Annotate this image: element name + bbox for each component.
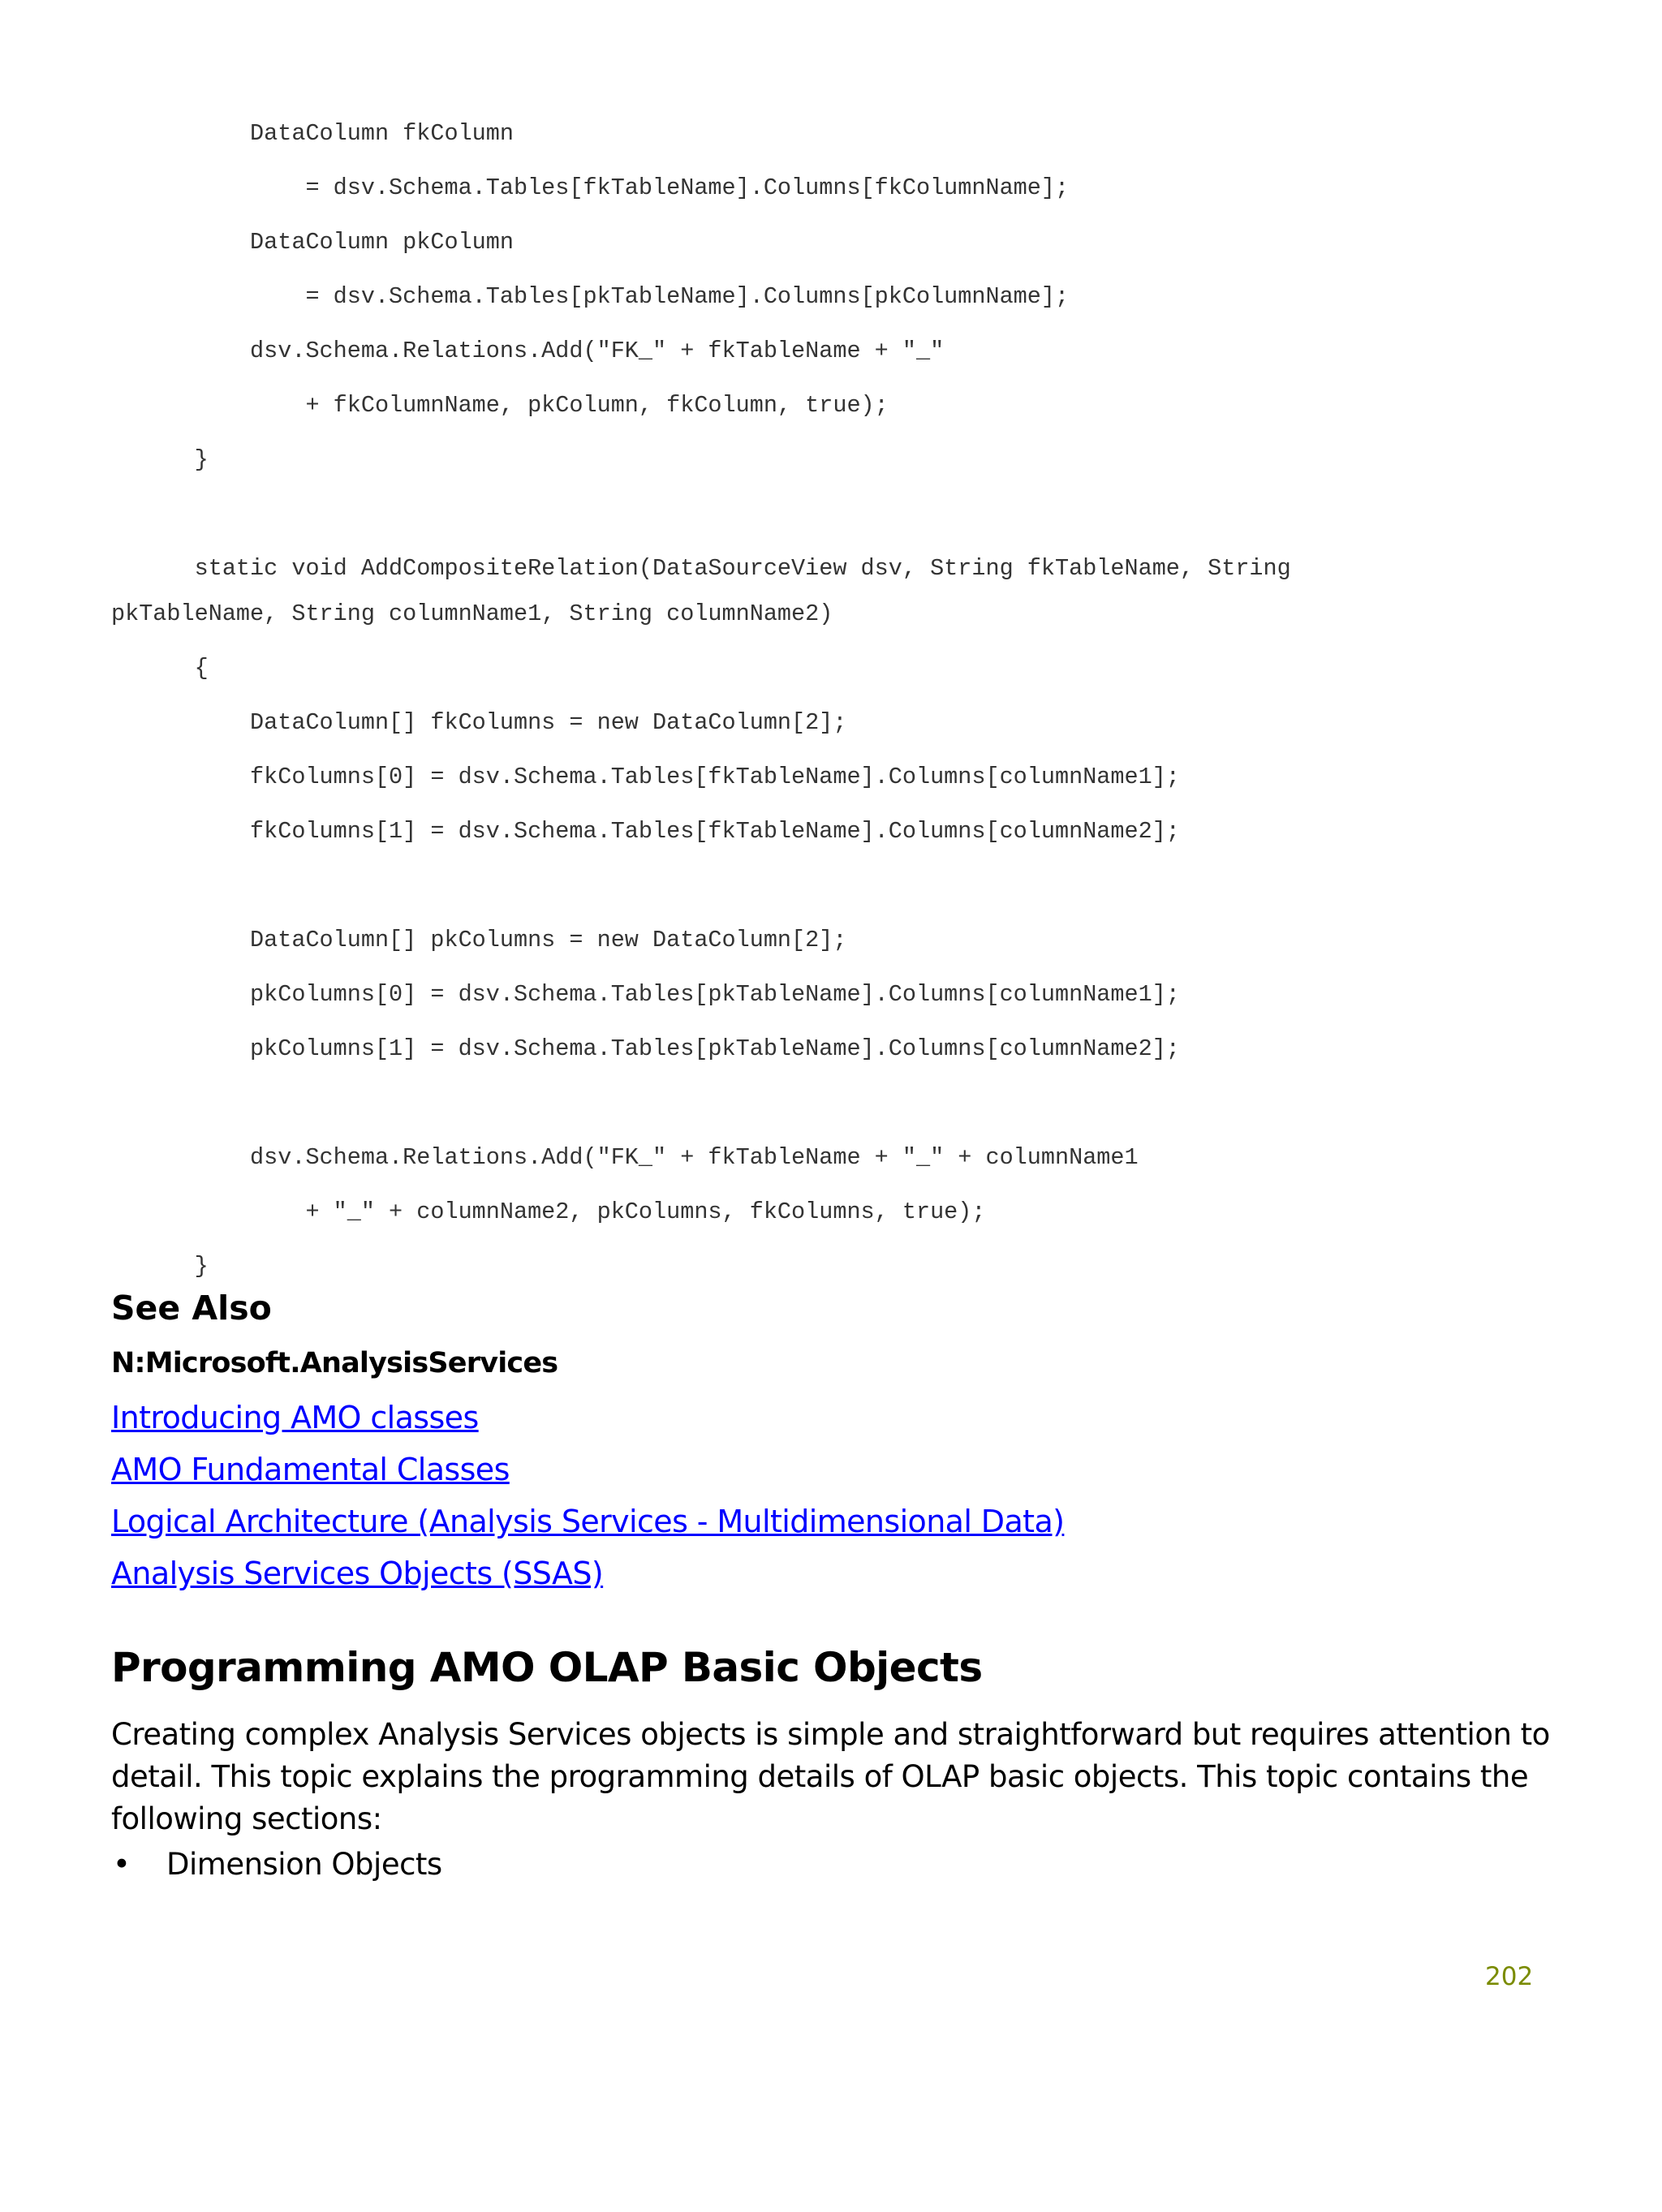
code-line: = dsv.Schema.Tables[pkTableName].Columns[pkColumnName]; [111, 283, 1070, 310]
code-line-blank [111, 866, 1539, 920]
section-title: Programming AMO OLAP Basic Objects [111, 1644, 983, 1691]
code-line: static void AddCompositeRelation(DataSourceView dsv, String fkTableName, String [111, 555, 1291, 582]
code-line: pkColumns[1] = dsv.Schema.Tables[pkTableName].Columns[columnName2]; [111, 1035, 1180, 1062]
see-also-links [111, 1397, 1064, 1605]
link-logical-architecture[interactable]: Logical Architecture (Analysis Services - Multidimensional Data) [111, 1504, 1065, 1539]
code-line: DataColumn pkColumn [111, 229, 514, 256]
code-line: + fkColumnName, pkColumn, fkColumn, true); [111, 392, 889, 419]
link-introducing-amo-classes[interactable]: Introducing AMO classes [111, 1400, 479, 1435]
code-line-blank [111, 1083, 1539, 1138]
code-line-blank [111, 494, 1539, 549]
code-line: pkTableName, String columnName1, String columnName2) [111, 600, 833, 627]
bullet-icon: • [113, 1847, 131, 1882]
page-number: 202 [1485, 1962, 1534, 1991]
namespace-reference: N:Microsoft.AnalysisServices [111, 1347, 558, 1379]
code-line: DataColumn fkColumn [111, 120, 514, 147]
code-line: } [111, 446, 209, 473]
code-line: + "_" + columnName2, pkColumns, fkColumns, true); [111, 1199, 986, 1225]
link-analysis-services-objects[interactable]: Analysis Services Objects (SSAS) [111, 1556, 604, 1591]
see-also-heading: See Also [111, 1289, 272, 1328]
list-item-label: Dimension Objects [166, 1847, 442, 1882]
list-item [111, 1844, 442, 1886]
link-amo-fundamental-classes[interactable]: AMO Fundamental Classes [111, 1452, 510, 1487]
section-bullet-list [111, 1844, 442, 1886]
section-intro: Creating complex Analysis Services objects is simple and straightforward but requires attention to detail. This topic explains the programming details of OLAP basic objects. This topic contains the following sections: [111, 1717, 1550, 1836]
code-line: DataColumn[] fkColumns = new DataColumn[2]; [111, 709, 847, 736]
code-line: = dsv.Schema.Tables[fkTableName].Columns[fkColumnName]; [111, 174, 1070, 201]
code-line: pkColumns[0] = dsv.Schema.Tables[pkTableName].Columns[columnName1]; [111, 981, 1180, 1008]
code-line: { [111, 655, 209, 682]
code-line: } [111, 1253, 209, 1280]
code-line: fkColumns[0] = dsv.Schema.Tables[fkTableName].Columns[columnName1]; [111, 764, 1180, 790]
code-line: DataColumn[] pkColumns = new DataColumn[2]; [111, 927, 847, 953]
code-line: fkColumns[1] = dsv.Schema.Tables[fkTableName].Columns[columnName2]; [111, 818, 1180, 845]
code-block [111, 114, 1539, 1301]
code-line: dsv.Schema.Relations.Add("FK_" + fkTableName + "_" + columnName1 [111, 1144, 1139, 1171]
code-line: dsv.Schema.Relations.Add("FK_" + fkTableName + "_" [111, 338, 945, 364]
